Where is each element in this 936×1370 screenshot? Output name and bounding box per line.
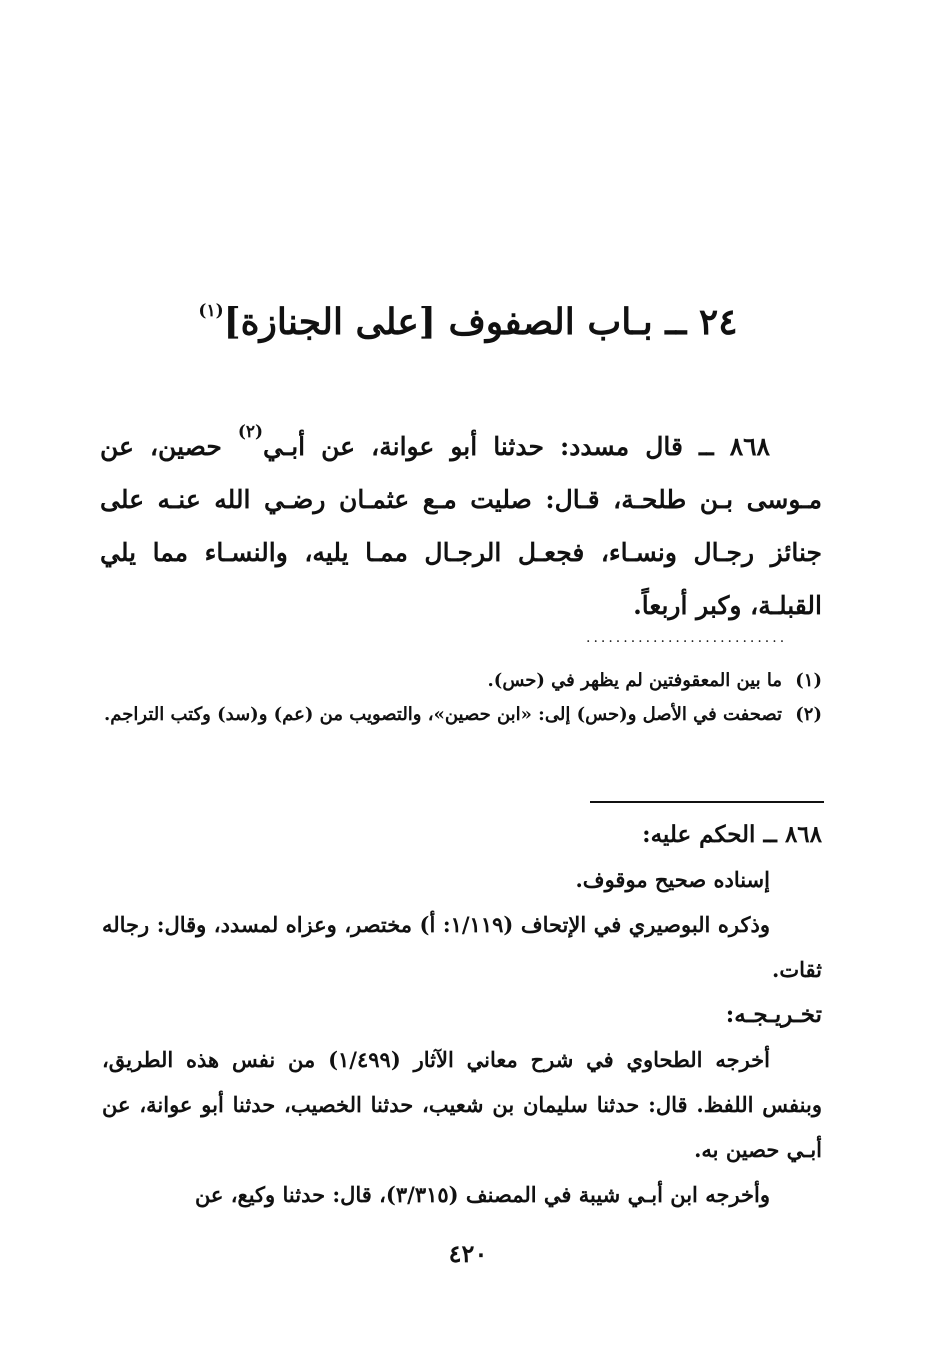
hadith-text-rest: حصين، عن مـوسى بـن طلحـة، قـال: صليت مـع عثمـان رضـي الله عنـه على جنائز رجـال ونسـاء، فجعـل الرجـال ممـا يليه، والنسـاء مما يلي القبلـة، وكبر أربعاً. [100, 432, 822, 620]
hadith-text-start: ٨٦٨ ــ قال مسدد: حدثنا أبو عوانة، عن أبـي [263, 432, 770, 461]
footnote-item [102, 698, 822, 732]
footnote-text: تصحفت في الأصل و(حس) إلى: «ابن حصين»، والتصويب من (عم) و(سد) وكتب التراجم. [104, 704, 782, 725]
ibn-abi-shaybah-paragraph: وأخرجه ابن أبـي شيبة في المصنف (٣/٣١٥)، قال: حدثنا وكيع، عن [194, 1182, 770, 1207]
footnote-item [102, 664, 822, 698]
chapter-footnote-marker: (١) [198, 301, 224, 321]
hadith-text [100, 420, 822, 632]
footnote-separator: ........................... [586, 630, 788, 646]
chapter-title-text: ٢٤ ــ بـاب الصفوف [على الجنازة] [223, 301, 738, 343]
tahawi-paragraph: أخرجه الطحاوي في شرح معاني الآثار (١/٤٩٩) من نفس هذه الطريق، وبنفس اللفظ. قال: حدثنا سليمان بن شعيب، حدثنا الخصيب، حدثنا أبو عوانة، عن أبـي حصين به. [102, 1047, 822, 1162]
section-divider [590, 801, 824, 803]
page-number: ٤٢٠ [448, 1239, 488, 1268]
busiri-paragraph: وذكره البوصيري في الإتحاف (١/١١٩: أ) مختصر، وعزاه لمسدد، وقال: رجاله ثقات. [102, 912, 822, 982]
footnotes [102, 664, 822, 732]
ruling-text: إسناده صحيح موقوف. [575, 867, 770, 892]
hadith-paragraph [100, 420, 822, 632]
hadith-footnote-marker: (٢) [237, 422, 264, 442]
chapter-title [100, 292, 836, 352]
footnote-number: (٢) [795, 704, 822, 725]
footnote-text: ما بين المعقوفتين لم يظهر في (حس). [487, 670, 782, 691]
takhrij-heading: تخـريـجـه: [725, 1001, 822, 1028]
commentary [102, 812, 822, 1217]
footnote-number: (١) [795, 670, 822, 691]
ruling-heading: ٨٦٨ ــ الحكم عليه: [642, 821, 822, 848]
